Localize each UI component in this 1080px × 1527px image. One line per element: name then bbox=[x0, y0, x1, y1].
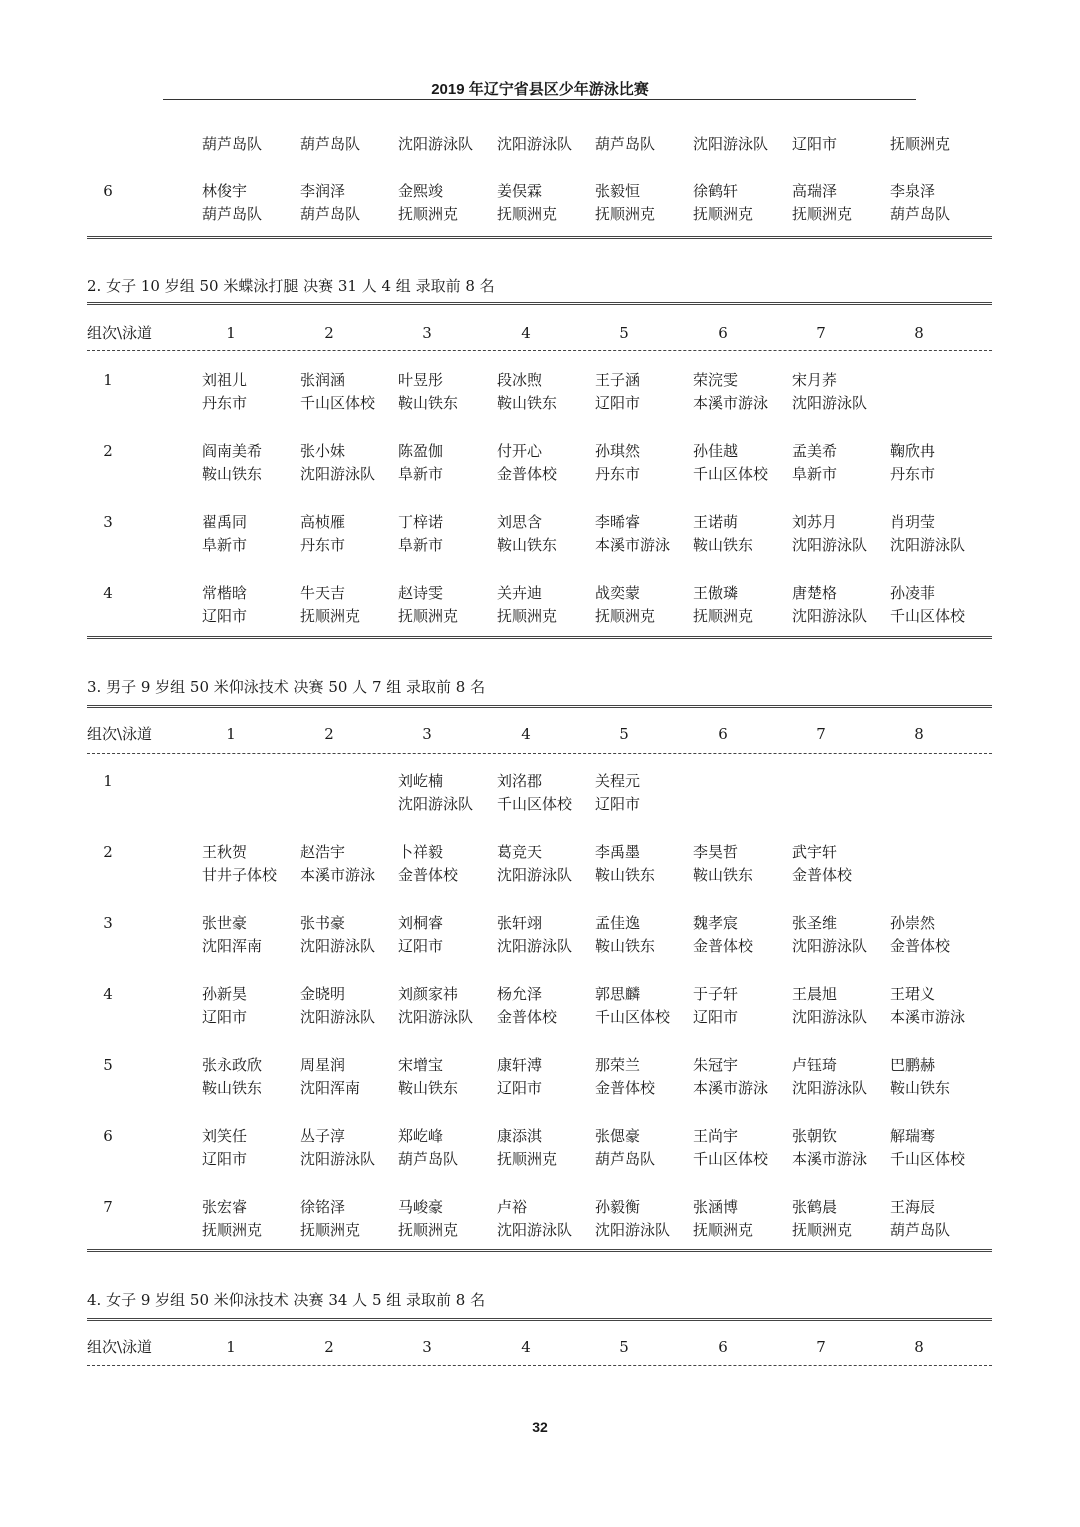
team-cell: 丹东市 bbox=[595, 465, 641, 483]
team-row bbox=[0, 1006, 1080, 1028]
heat-number: 2 bbox=[103, 442, 113, 460]
team-cell: 抚顺洲克 bbox=[398, 205, 459, 223]
team-row bbox=[0, 392, 1080, 414]
team-cell: 沈阳游泳队 bbox=[398, 795, 474, 813]
swimmer-cell: 张轩翊 bbox=[497, 914, 543, 932]
team-row bbox=[0, 133, 1080, 155]
swimmer-cell: 孟佳逸 bbox=[595, 914, 641, 932]
page-header-title: 2019 年辽宁省县区少年游泳比赛 bbox=[431, 81, 649, 98]
swimmer-cell: 张鹤晨 bbox=[792, 1198, 838, 1216]
swimmer-cell: 徐铭泽 bbox=[300, 1198, 346, 1216]
swimmer-cell: 张润涵 bbox=[300, 371, 346, 389]
team-cell: 辽阳市 bbox=[693, 1008, 739, 1026]
swimmer-cell: 刘祖儿 bbox=[202, 371, 248, 389]
team-cell: 丹东市 bbox=[890, 465, 936, 483]
swimmer-cell: 李晞睿 bbox=[595, 513, 641, 531]
swimmer-cell: 武宇轩 bbox=[792, 843, 838, 861]
swimmer-cell: 鞠欣冉 bbox=[890, 442, 936, 460]
lane-number: 8 bbox=[914, 1338, 924, 1356]
team-cell: 抚顺洲克 bbox=[595, 205, 656, 223]
header-divider bbox=[163, 99, 916, 100]
swimmer-cell: 关卉迪 bbox=[497, 584, 543, 602]
team-cell: 金普体校 bbox=[497, 1008, 558, 1026]
lane-header-row bbox=[0, 723, 1080, 745]
swimmer-cell: 张小妹 bbox=[300, 442, 346, 460]
swimmer-cell: 张偲豪 bbox=[595, 1127, 641, 1145]
swimmer-cell: 葛竞天 bbox=[497, 843, 543, 861]
swimmer-cell: 肖玥莹 bbox=[890, 513, 936, 531]
team-cell: 沈阳游泳队 bbox=[398, 135, 474, 153]
swimmer-cell: 赵浩宇 bbox=[300, 843, 346, 861]
team-cell: 辽阳市 bbox=[497, 1079, 543, 1097]
team-cell: 阜新市 bbox=[202, 536, 248, 554]
team-cell: 抚顺洲克 bbox=[497, 607, 558, 625]
lane-number: 3 bbox=[422, 725, 432, 743]
lane-number: 5 bbox=[619, 1338, 629, 1356]
team-cell: 金普体校 bbox=[890, 937, 951, 955]
heat-number: 3 bbox=[103, 513, 113, 531]
swimmer-cell: 郭思麟 bbox=[595, 985, 641, 1003]
team-cell: 千山区体校 bbox=[693, 465, 769, 483]
team-cell: 千山区体校 bbox=[497, 795, 573, 813]
team-cell: 千山区体校 bbox=[693, 1150, 769, 1168]
swimmer-cell: 那荣兰 bbox=[595, 1056, 641, 1074]
swimmer-row bbox=[0, 1125, 1080, 1147]
lane-number: 7 bbox=[816, 1338, 826, 1356]
swimmer-cell: 李泉泽 bbox=[890, 182, 936, 200]
team-cell: 鞍山铁东 bbox=[595, 866, 656, 884]
team-cell: 鞍山铁东 bbox=[497, 536, 558, 554]
team-cell: 金普体校 bbox=[398, 866, 459, 884]
swimmer-cell: 刘思含 bbox=[497, 513, 543, 531]
lane-header-rule bbox=[87, 753, 992, 754]
lane-number: 6 bbox=[718, 725, 728, 743]
team-row bbox=[0, 1148, 1080, 1170]
team-row bbox=[0, 203, 1080, 225]
swimmer-cell: 张涵博 bbox=[693, 1198, 739, 1216]
team-cell: 千山区体校 bbox=[300, 394, 376, 412]
team-cell: 本溪市游泳 bbox=[890, 1008, 966, 1026]
team-cell: 鞍山铁东 bbox=[693, 536, 754, 554]
team-cell: 辽阳市 bbox=[202, 1008, 248, 1026]
swimmer-cell: 朱冠宇 bbox=[693, 1056, 739, 1074]
event-end-rule bbox=[87, 236, 992, 239]
team-cell: 葫芦岛队 bbox=[890, 205, 951, 223]
event-header-rule bbox=[87, 1318, 992, 1321]
swimmer-cell: 刘苏月 bbox=[792, 513, 838, 531]
lane-number: 7 bbox=[816, 725, 826, 743]
heat-number: 2 bbox=[103, 843, 113, 861]
event-title: 4. 女子 9 岁组 50 米仰泳技术 决赛 34 人 5 组 录取前 8 名 bbox=[87, 1291, 486, 1309]
swimmer-row bbox=[0, 511, 1080, 533]
team-cell: 抚顺洲克 bbox=[398, 1221, 459, 1239]
event-header-rule bbox=[87, 302, 992, 305]
team-cell: 抚顺洲克 bbox=[398, 607, 459, 625]
heat-number: 1 bbox=[103, 371, 113, 389]
team-cell: 抚顺洲克 bbox=[595, 607, 656, 625]
lane-number: 2 bbox=[324, 324, 334, 342]
team-row bbox=[0, 935, 1080, 957]
swimmer-cell: 王珺义 bbox=[890, 985, 936, 1003]
swimmer-cell: 金晓明 bbox=[300, 985, 346, 1003]
swimmer-cell: 郑屹峰 bbox=[398, 1127, 444, 1145]
swimmer-cell: 李润泽 bbox=[300, 182, 346, 200]
heat-number: 6 bbox=[103, 182, 113, 200]
team-cell: 葫芦岛队 bbox=[202, 135, 263, 153]
team-cell: 沈阳游泳队 bbox=[792, 1079, 868, 1097]
team-cell: 辽阳市 bbox=[792, 135, 838, 153]
team-cell: 抚顺洲克 bbox=[693, 607, 754, 625]
swimmer-cell: 荣浣雯 bbox=[693, 371, 739, 389]
swimmer-cell: 段冰煦 bbox=[497, 371, 543, 389]
lane-number: 5 bbox=[619, 324, 629, 342]
team-cell: 本溪市游泳 bbox=[300, 866, 376, 884]
team-cell: 鞍山铁东 bbox=[202, 465, 263, 483]
swimmer-cell: 于子轩 bbox=[693, 985, 739, 1003]
swimmer-cell: 常楷晗 bbox=[202, 584, 248, 602]
team-cell: 抚顺洲克 bbox=[693, 1221, 754, 1239]
swimmer-cell: 张宏睿 bbox=[202, 1198, 248, 1216]
swimmer-cell: 卜祥毅 bbox=[398, 843, 444, 861]
team-cell: 本溪市游泳 bbox=[693, 1079, 769, 1097]
heat-number: 1 bbox=[103, 772, 113, 790]
lane-number: 3 bbox=[422, 1338, 432, 1356]
swimmer-row bbox=[0, 440, 1080, 462]
team-cell: 辽阳市 bbox=[398, 937, 444, 955]
swimmer-row bbox=[0, 1054, 1080, 1076]
heat-number: 7 bbox=[103, 1198, 113, 1216]
swimmer-cell: 马峻豪 bbox=[398, 1198, 444, 1216]
team-row bbox=[0, 864, 1080, 886]
swimmer-cell: 孙毅衡 bbox=[595, 1198, 641, 1216]
team-row bbox=[0, 1077, 1080, 1099]
team-cell: 辽阳市 bbox=[202, 1150, 248, 1168]
swimmer-cell: 李禹墨 bbox=[595, 843, 641, 861]
team-cell: 金普体校 bbox=[595, 1079, 656, 1097]
team-cell: 抚顺洲克 bbox=[497, 205, 558, 223]
swimmer-cell: 王傲璘 bbox=[693, 584, 739, 602]
lane-number: 8 bbox=[914, 725, 924, 743]
team-cell: 葫芦岛队 bbox=[300, 205, 361, 223]
swimmer-row bbox=[0, 180, 1080, 202]
team-cell: 葫芦岛队 bbox=[202, 205, 263, 223]
team-cell: 沈阳游泳队 bbox=[300, 937, 376, 955]
lane-header-rule bbox=[87, 350, 992, 351]
team-cell: 抚顺洲克 bbox=[202, 1221, 263, 1239]
lane-number: 1 bbox=[226, 324, 236, 342]
team-cell: 丹东市 bbox=[300, 536, 346, 554]
swimmer-cell: 卢裕 bbox=[497, 1198, 528, 1216]
team-cell: 鞍山铁东 bbox=[398, 1079, 459, 1097]
event-header-rule bbox=[87, 705, 992, 708]
lane-number: 4 bbox=[521, 1338, 531, 1356]
team-cell: 抚顺洲克 bbox=[693, 205, 754, 223]
swimmer-cell: 刘桐睿 bbox=[398, 914, 444, 932]
swimmer-cell: 林俊宇 bbox=[202, 182, 248, 200]
team-cell: 千山区体校 bbox=[890, 607, 966, 625]
swimmer-cell: 宋增宝 bbox=[398, 1056, 444, 1074]
swimmer-cell: 丁梓诺 bbox=[398, 513, 444, 531]
swimmer-cell: 金熙竣 bbox=[398, 182, 444, 200]
team-cell: 本溪市游泳 bbox=[693, 394, 769, 412]
team-cell: 阜新市 bbox=[398, 465, 444, 483]
swimmer-cell: 陈盈伽 bbox=[398, 442, 444, 460]
team-cell: 金普体校 bbox=[693, 937, 754, 955]
swimmer-cell: 高桢雁 bbox=[300, 513, 346, 531]
swimmer-row bbox=[0, 770, 1080, 792]
team-cell: 沈阳浑南 bbox=[202, 937, 263, 955]
swimmer-cell: 赵诗雯 bbox=[398, 584, 444, 602]
swimmer-cell: 付开心 bbox=[497, 442, 543, 460]
swimmer-row bbox=[0, 582, 1080, 604]
team-cell: 沈阳游泳队 bbox=[693, 135, 769, 153]
lane-number: 2 bbox=[324, 1338, 334, 1356]
heat-number: 4 bbox=[103, 584, 113, 602]
swimmer-cell: 孙佳越 bbox=[693, 442, 739, 460]
team-cell: 沈阳游泳队 bbox=[300, 465, 376, 483]
team-cell: 沈阳游泳队 bbox=[300, 1008, 376, 1026]
swimmer-cell: 唐楚格 bbox=[792, 584, 838, 602]
team-cell: 葫芦岛队 bbox=[300, 135, 361, 153]
team-row bbox=[0, 534, 1080, 556]
swimmer-cell: 王晨旭 bbox=[792, 985, 838, 1003]
team-cell: 鞍山铁东 bbox=[890, 1079, 951, 1097]
lane-number: 4 bbox=[521, 725, 531, 743]
team-cell: 抚顺洲克 bbox=[792, 1221, 853, 1239]
lane-number: 6 bbox=[718, 1338, 728, 1356]
swimmer-cell: 丛子淳 bbox=[300, 1127, 346, 1145]
swimmer-cell: 张毅恒 bbox=[595, 182, 641, 200]
lane-number: 6 bbox=[718, 324, 728, 342]
heat-lane-label: 组次\泳道 bbox=[87, 324, 153, 342]
team-cell: 沈阳游泳队 bbox=[792, 607, 868, 625]
swimmer-cell: 徐鹤轩 bbox=[693, 182, 739, 200]
heat-number: 5 bbox=[103, 1056, 113, 1074]
swimmer-cell: 刘笑任 bbox=[202, 1127, 248, 1145]
team-cell: 抚顺洲克 bbox=[300, 607, 361, 625]
team-cell: 沈阳游泳队 bbox=[792, 1008, 868, 1026]
team-cell: 沈阳游泳队 bbox=[497, 1221, 573, 1239]
team-cell: 沈阳游泳队 bbox=[890, 536, 966, 554]
team-cell: 沈阳游泳队 bbox=[300, 1150, 376, 1168]
team-cell: 葫芦岛队 bbox=[890, 1221, 951, 1239]
swimmer-cell: 王海辰 bbox=[890, 1198, 936, 1216]
team-cell: 葫芦岛队 bbox=[398, 1150, 459, 1168]
swimmer-cell: 张永政欣 bbox=[202, 1056, 263, 1074]
team-row bbox=[0, 605, 1080, 627]
event-end-rule bbox=[87, 1249, 992, 1252]
event-title: 2. 女子 10 岁组 50 米蝶泳打腿 决赛 31 人 4 组 录取前 8 名 bbox=[87, 277, 495, 295]
swimmer-cell: 孟美希 bbox=[792, 442, 838, 460]
swimmer-cell: 王子涵 bbox=[595, 371, 641, 389]
team-cell: 鞍山铁东 bbox=[497, 394, 558, 412]
lane-header-row bbox=[0, 1336, 1080, 1358]
team-cell: 鞍山铁东 bbox=[693, 866, 754, 884]
page-number: 32 bbox=[532, 1419, 548, 1435]
team-cell: 抚顺洲克 bbox=[890, 135, 951, 153]
swimmer-cell: 巴鹏赫 bbox=[890, 1056, 936, 1074]
swimmer-cell: 李昊哲 bbox=[693, 843, 739, 861]
heat-number: 4 bbox=[103, 985, 113, 1003]
team-cell: 葫芦岛队 bbox=[595, 1150, 656, 1168]
team-cell: 沈阳游泳队 bbox=[497, 937, 573, 955]
team-cell: 沈阳游泳队 bbox=[792, 394, 868, 412]
swimmer-cell: 王秋贺 bbox=[202, 843, 248, 861]
team-cell: 沈阳游泳队 bbox=[497, 135, 573, 153]
team-cell: 沈阳游泳队 bbox=[792, 937, 868, 955]
swimmer-row bbox=[0, 369, 1080, 391]
swimmer-cell: 张世豪 bbox=[202, 914, 248, 932]
swimmer-cell: 张书豪 bbox=[300, 914, 346, 932]
swimmer-cell: 刘洺郡 bbox=[497, 772, 543, 790]
team-cell: 沈阳游泳队 bbox=[398, 1008, 474, 1026]
heat-number: 6 bbox=[103, 1127, 113, 1145]
heat-lane-label: 组次\泳道 bbox=[87, 1338, 153, 1356]
team-cell: 抚顺洲克 bbox=[300, 1221, 361, 1239]
team-cell: 辽阳市 bbox=[595, 795, 641, 813]
swimmer-cell: 翟禹同 bbox=[202, 513, 248, 531]
swimmer-row bbox=[0, 912, 1080, 934]
lane-number: 3 bbox=[422, 324, 432, 342]
team-cell: 抚顺洲克 bbox=[792, 205, 853, 223]
team-cell: 辽阳市 bbox=[595, 394, 641, 412]
team-cell: 沈阳浑南 bbox=[300, 1079, 361, 1097]
swimmer-cell: 杨允泽 bbox=[497, 985, 543, 1003]
lane-number: 7 bbox=[816, 324, 826, 342]
team-cell: 本溪市游泳 bbox=[595, 536, 671, 554]
swimmer-cell: 叶昱彤 bbox=[398, 371, 444, 389]
team-cell: 阜新市 bbox=[792, 465, 838, 483]
lane-number: 1 bbox=[226, 1338, 236, 1356]
swimmer-cell: 解瑞骞 bbox=[890, 1127, 936, 1145]
heat-number: 3 bbox=[103, 914, 113, 932]
event-title: 3. 男子 9 岁组 50 米仰泳技术 决赛 50 人 7 组 录取前 8 名 bbox=[87, 678, 486, 696]
swimmer-cell: 卢钰琦 bbox=[792, 1056, 838, 1074]
team-cell: 葫芦岛队 bbox=[595, 135, 656, 153]
swimmer-cell: 孙崇然 bbox=[890, 914, 936, 932]
swimmer-cell: 刘颜家祎 bbox=[398, 985, 459, 1003]
swimmer-cell: 康添淇 bbox=[497, 1127, 543, 1145]
lane-number: 4 bbox=[521, 324, 531, 342]
team-cell: 金普体校 bbox=[792, 866, 853, 884]
swimmer-cell: 孙新昊 bbox=[202, 985, 248, 1003]
lane-number: 1 bbox=[226, 725, 236, 743]
swimmer-row bbox=[0, 983, 1080, 1005]
team-cell: 鞍山铁东 bbox=[202, 1079, 263, 1097]
team-cell: 鞍山铁东 bbox=[398, 394, 459, 412]
team-row bbox=[0, 793, 1080, 815]
team-cell: 丹东市 bbox=[202, 394, 248, 412]
swimmer-cell: 王尚宇 bbox=[693, 1127, 739, 1145]
swimmer-cell: 张朝钦 bbox=[792, 1127, 838, 1145]
team-cell: 本溪市游泳 bbox=[792, 1150, 868, 1168]
swimmer-cell: 刘屹楠 bbox=[398, 772, 444, 790]
swimmer-cell: 阎南美希 bbox=[202, 442, 263, 460]
team-cell: 千山区体校 bbox=[890, 1150, 966, 1168]
swimmer-row bbox=[0, 1196, 1080, 1218]
lane-header-row bbox=[0, 322, 1080, 344]
heat-lane-label: 组次\泳道 bbox=[87, 725, 153, 743]
team-cell: 金普体校 bbox=[497, 465, 558, 483]
team-cell: 沈阳游泳队 bbox=[595, 1221, 671, 1239]
lane-number: 8 bbox=[914, 324, 924, 342]
team-row bbox=[0, 463, 1080, 485]
lane-number: 2 bbox=[324, 725, 334, 743]
lane-header-rule bbox=[87, 1365, 992, 1366]
swimmer-cell: 周星润 bbox=[300, 1056, 346, 1074]
swimmer-cell: 康轩溥 bbox=[497, 1056, 543, 1074]
team-cell: 辽阳市 bbox=[202, 607, 248, 625]
swimmer-row bbox=[0, 841, 1080, 863]
swimmer-cell: 高瑞泽 bbox=[792, 182, 838, 200]
team-row bbox=[0, 1219, 1080, 1241]
swimmer-cell: 牛天吉 bbox=[300, 584, 346, 602]
swimmer-cell: 宋月荞 bbox=[792, 371, 838, 389]
team-cell: 甘井子体校 bbox=[202, 866, 278, 884]
lane-number: 5 bbox=[619, 725, 629, 743]
swimmer-cell: 王诺萌 bbox=[693, 513, 739, 531]
swimmer-cell: 关程元 bbox=[595, 772, 641, 790]
swimmer-cell: 战奕蒙 bbox=[595, 584, 641, 602]
swimmer-cell: 孙凌菲 bbox=[890, 584, 936, 602]
team-cell: 抚顺洲克 bbox=[497, 1150, 558, 1168]
team-cell: 千山区体校 bbox=[595, 1008, 671, 1026]
team-cell: 鞍山铁东 bbox=[595, 937, 656, 955]
team-cell: 沈阳游泳队 bbox=[792, 536, 868, 554]
swimmer-cell: 姜俣霖 bbox=[497, 182, 543, 200]
team-cell: 阜新市 bbox=[398, 536, 444, 554]
swimmer-cell: 孙琪然 bbox=[595, 442, 641, 460]
event-end-rule bbox=[87, 636, 992, 639]
swimmer-cell: 魏孝宸 bbox=[693, 914, 739, 932]
team-cell: 沈阳游泳队 bbox=[497, 866, 573, 884]
swimmer-cell: 张圣维 bbox=[792, 914, 838, 932]
